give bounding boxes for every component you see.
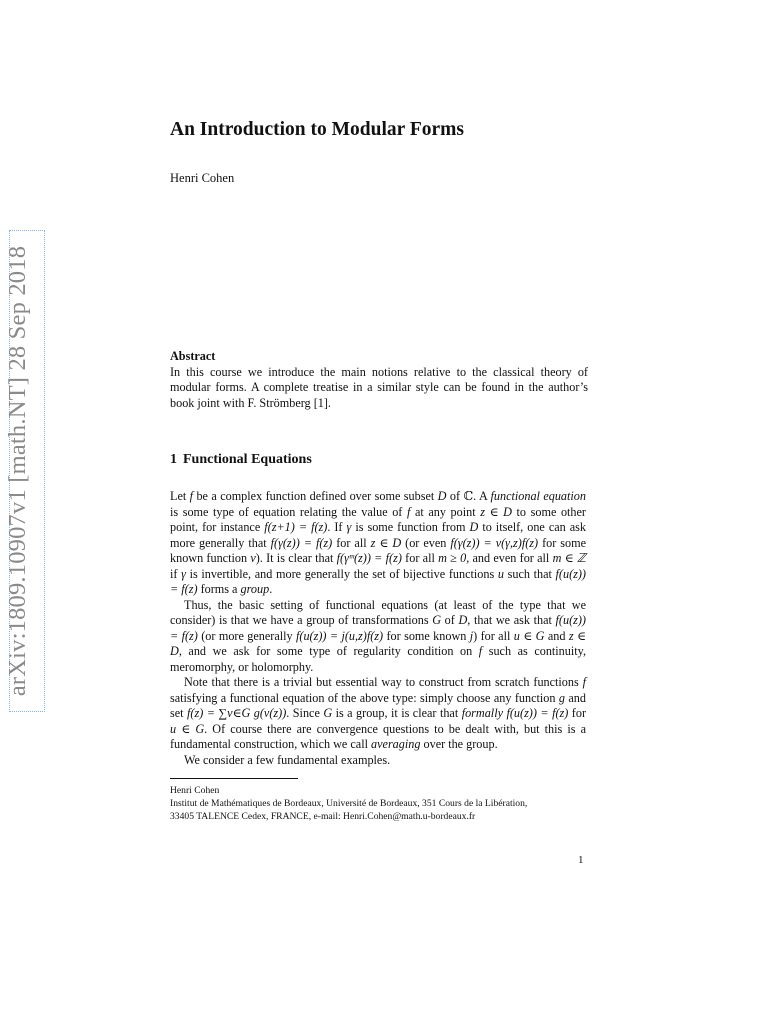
section-number: 1 bbox=[170, 452, 177, 467]
footnote-rule bbox=[170, 778, 298, 779]
footnote-name: Henri Cohen bbox=[170, 785, 220, 796]
paragraph: We consider a few fundamental examples. bbox=[184, 752, 391, 767]
section-title: Functional Equations bbox=[183, 452, 312, 467]
paragraph: Let f be a complex function defined over some subset D of ℂ. A functional equation is some type of equation relating the value of f at any point z ∈ D to some other point, for instance f(z+1) = f(z). If γ is some function from D to itself, one can ask more generally that f(γ(z)) = f(z) for all z ∈ D (or even f(γ(z)) = v(γ,z)f(z) for some known function v). It is clear that f(γᵐ(z)) = f(z) for all m ≥ 0, and even for all m ∈ ℤ if γ is invertible, and more generally the set of bijective functions u such that f(u(z)) = f(z) forms a group. bbox=[170, 489, 586, 596]
paper-author: Henri Cohen bbox=[170, 171, 235, 185]
footnote-address: Institut de Mathématiques de Bordeaux, Université de Bordeaux, 351 Cours de la Libération, bbox=[170, 798, 528, 810]
abstract bbox=[170, 349, 588, 411]
body-text bbox=[170, 489, 586, 768]
section-heading bbox=[170, 452, 312, 468]
abstract-heading: Abstract bbox=[170, 349, 216, 363]
paragraph: Thus, the basic setting of functional equations (at least of the type that we consider) is that we have a group of transformations G of D, that we ask that f(u(z)) = f(z) (or more generally f(u(z)) = j(u,z)f(z) for some known j) for all u ∈ G and z ∈ D, and we ask for some type of regularity condition on f such as continuity, meromorphy, or holomorphy. bbox=[170, 597, 586, 674]
abstract-text: In this course we introduce the main notions relative to the classical theory of modular forms. A complete treatise in a similar style can be found in the author’s book joint with F. Strömberg [1]. bbox=[170, 364, 588, 410]
page-number: 1 bbox=[578, 854, 584, 866]
paragraph: Note that there is a trivial but essential way to construct from scratch functions f satisfying a functional equation of the above type: simply choose any function g and set f(z) = ∑v∈G g(v(z)). Since G is a group, it is clear that formally f(u(z)) = f(z) for u ∈ G. Of course there are convergence questions to be dealt with, but this is a fundamental construction, which we call averaging over the group. bbox=[170, 675, 586, 751]
arxiv-stamp: arXiv:1809.10907v1 [math.NT] 28 Sep 2018 bbox=[4, 245, 31, 697]
footnote-email: 33405 TALENCE Cedex, FRANCE, e-mail: Henri.Cohen@math.u-bordeaux.fr bbox=[170, 811, 476, 823]
footnote bbox=[170, 784, 588, 824]
paper-title: An Introduction to Modular Forms bbox=[170, 119, 464, 140]
